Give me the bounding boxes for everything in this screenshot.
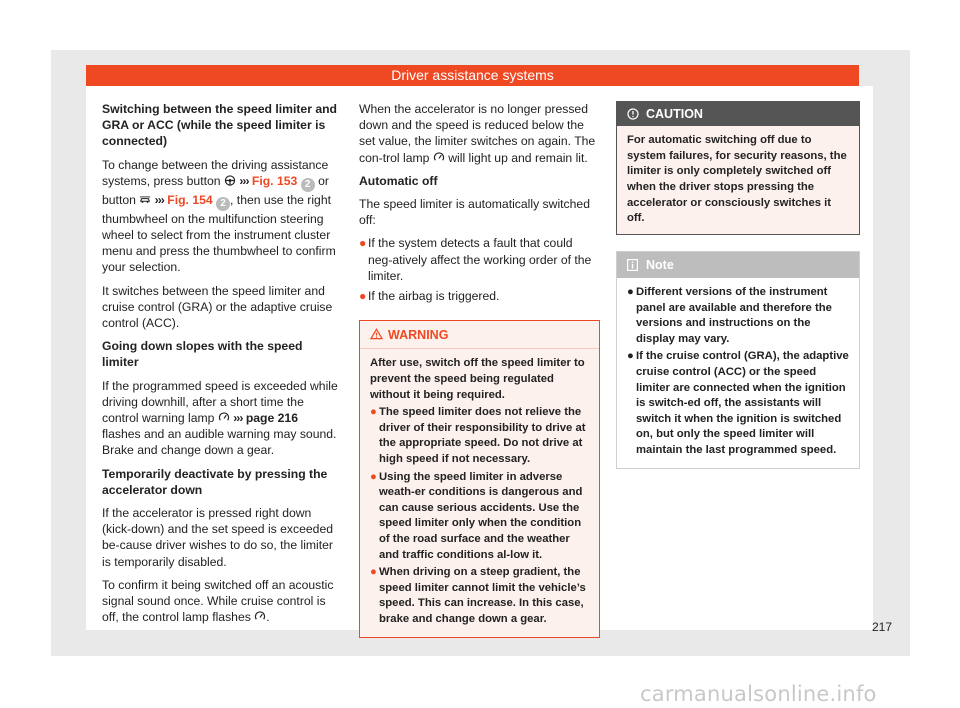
link-fig-153[interactable]: Fig. 153 bbox=[251, 173, 298, 188]
info-circle-icon bbox=[627, 108, 639, 120]
list-item: ● Using the speed limiter in adverse weath-er conditions is dangerous and can cause serious accidents. Use the speed limiter only when the condition of the road surface and the weather and traffic conditions al-low it. bbox=[370, 470, 591, 564]
note-header: Note bbox=[617, 252, 859, 278]
speedometer-icon bbox=[433, 152, 445, 163]
bullet-icon: ● bbox=[627, 285, 634, 298]
cross-ref-arrow: ››› bbox=[239, 173, 249, 188]
list-item: ● When driving on a steep gradient, the speed limiter cannot limit the vehicle’s speed. This can increase. In this case, brake and change down a gear. bbox=[370, 565, 591, 627]
paragraph-slopes: If the programmed speed is exceeded while driving downhill, after a short time the control warning lamp ››› page 216 flashes and an audible warning may sound. Brake and change down a gear. bbox=[102, 378, 338, 458]
warning-triangle-icon bbox=[370, 328, 383, 340]
car-distance-icon bbox=[139, 194, 151, 205]
paragraph-switches-between: It switches between the speed limiter and cruise control (GRA) or the adaptive cruise control (ACC). bbox=[102, 283, 333, 331]
list-item: ● If the system detects a fault that could neg-atively affect the working order of the limiter. bbox=[359, 236, 592, 283]
link-page-216[interactable]: page 216 bbox=[245, 411, 298, 426]
list-item: ● If the cruise control (GRA), the adaptive cruise control (ACC) or the speed limiter are connected when the ignition is switch-ed off, the assistants will switch it when the ignition is switched on, but only the speed limiter will maintain the last programmed speed. bbox=[627, 349, 851, 458]
list-item: ● If the airbag is triggered. bbox=[359, 289, 500, 304]
warning-body bbox=[360, 349, 599, 636]
list-item: ● Different versions of the instrument panel are available and therefore the versions and instructions on the display may vary. bbox=[627, 285, 851, 347]
cross-ref-arrow: ››› bbox=[154, 192, 164, 207]
caution-body: For automatic switching off due to system failures, for security reasons, the limiter is only completely switched off when the driver stops pressing the accelerator or consciously switches it off. bbox=[627, 134, 847, 225]
paragraph-change-systems: To change between the driving assistance systems, press button ››› Fig. 153 2 or button ››› Fig. 154 2 , then use the right thumbwheel on the multifunction steering wheel to select from the instrument cluster menu and press the thumbwheel to confirm your selection. bbox=[102, 157, 336, 275]
speedometer-icon bbox=[218, 412, 230, 423]
watermark: carmanualsonline.info bbox=[640, 682, 877, 706]
bullet-icon: ● bbox=[627, 350, 634, 363]
warning-box bbox=[359, 320, 600, 637]
info-square-icon bbox=[627, 259, 638, 271]
note-box bbox=[616, 251, 860, 469]
speedometer-icon bbox=[254, 611, 266, 622]
paragraph-accelerator-released: When the accelerator is no longer pressed down and the speed is reduced below the set value, the limiter switches on again. The con-trol lamp will light up and remain lit. bbox=[359, 102, 596, 165]
heading-slopes: Going down slopes with the speed limiter bbox=[102, 339, 303, 370]
column-2 bbox=[359, 101, 600, 638]
bullet-icon: ● bbox=[370, 470, 377, 483]
list-item: ● The speed limiter does not relieve the driver of their responsibility to drive at the appropriate speed. Do not drive at high speed if not necessary. bbox=[370, 405, 591, 467]
paragraph-acoustic-signal: To confirm it being switched off an acoustic signal sound once. While cruise control is off, the control lamp flashes . bbox=[102, 577, 334, 625]
cross-ref-arrow: ››› bbox=[233, 411, 243, 426]
paragraph-kickdown: If the accelerator is pressed right down (kick-down) and the set speed is exceeded be-cause driver wishes to do so, the limiter is temporarily disabled. bbox=[102, 506, 334, 569]
heading-switching: Switching between the speed limiter and GRA or ACC (while the speed limiter is connected) bbox=[102, 102, 337, 149]
column-1 bbox=[102, 101, 338, 632]
bullet-icon: ● bbox=[359, 236, 367, 251]
warning-header: WARNING bbox=[360, 321, 599, 349]
section-header: Driver assistance systems bbox=[86, 65, 859, 86]
heading-temporarily-deactivate: Temporarily deactivate by pressing the accelerator down bbox=[102, 466, 328, 497]
bullet-icon: ● bbox=[370, 566, 377, 579]
steering-wheel-icon bbox=[224, 175, 236, 186]
column-3 bbox=[616, 101, 860, 469]
caution-header: CAUTION bbox=[617, 102, 859, 126]
heading-automatic-off: Automatic off bbox=[359, 173, 438, 188]
caution-box bbox=[616, 101, 860, 235]
warning-intro: After use, switch off the speed limiter to prevent the speed being regulated without it being required. bbox=[370, 357, 585, 401]
paragraph-automatic-off: The speed limiter is automatically switched off: bbox=[359, 197, 590, 228]
link-fig-154[interactable]: Fig. 154 bbox=[167, 192, 213, 207]
bullet-icon: ● bbox=[370, 406, 377, 419]
callout-number: 2 bbox=[301, 178, 315, 192]
note-body bbox=[617, 278, 859, 468]
bullet-icon: ● bbox=[359, 289, 367, 304]
page-number: 217 bbox=[872, 620, 893, 634]
callout-number: 2 bbox=[216, 197, 230, 211]
